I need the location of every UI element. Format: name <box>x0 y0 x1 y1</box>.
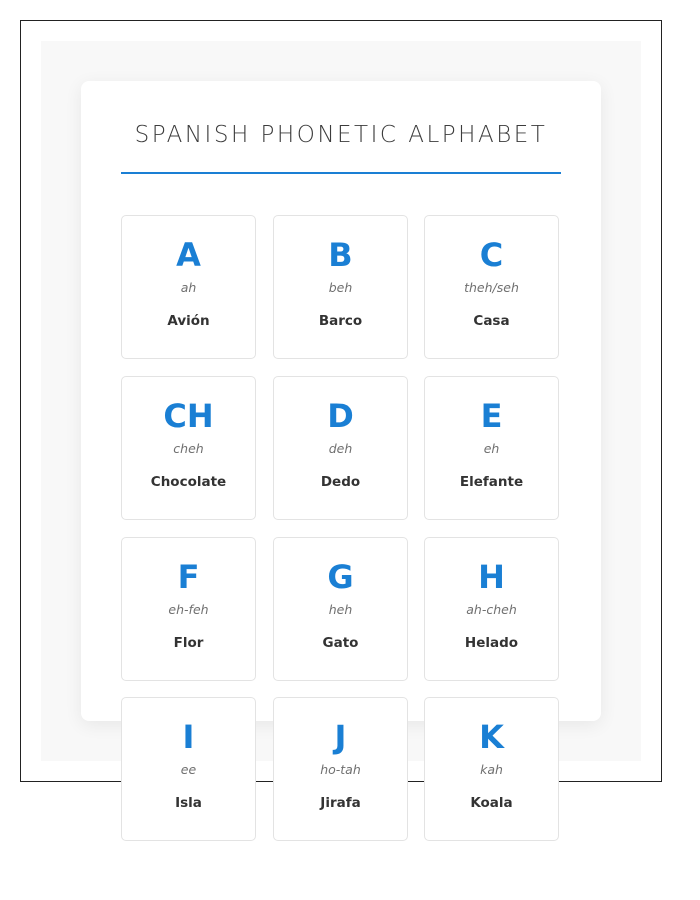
letter-pronunciation: theh/seh <box>464 280 519 295</box>
letter-pronunciation: eh-feh <box>168 602 209 617</box>
letter-tile-e[interactable] <box>424 376 559 520</box>
letter-pronunciation: eh <box>483 441 500 456</box>
letter-pronunciation: cheh <box>173 441 204 456</box>
letter-pronunciation: heh <box>328 602 353 617</box>
letter-pronunciation: ah <box>180 280 197 295</box>
letter-glyph: A <box>176 236 201 274</box>
letter-tile-h[interactable] <box>424 537 559 681</box>
letter-tile-j[interactable] <box>273 697 408 841</box>
letter-tile-c[interactable] <box>424 215 559 359</box>
example-word: Koala <box>470 795 513 811</box>
letter-pronunciation: ah-cheh <box>466 602 517 617</box>
example-word: Elefante <box>459 474 524 490</box>
letter-glyph: CH <box>163 397 214 435</box>
letter-glyph: H <box>478 558 505 596</box>
letter-glyph: B <box>328 236 353 274</box>
letter-glyph: E <box>480 397 503 435</box>
example-word: Avión <box>167 313 210 329</box>
letter-pronunciation: ee <box>180 762 197 777</box>
letter-glyph: K <box>479 718 504 756</box>
example-word: Barco <box>318 313 363 329</box>
example-word: Jirafa <box>320 795 361 811</box>
letter-glyph: C <box>479 236 504 274</box>
letter-glyph: I <box>182 718 195 756</box>
letter-tile-g[interactable] <box>273 537 408 681</box>
letter-tile-ch[interactable] <box>121 376 256 520</box>
example-word: Casa <box>473 313 510 329</box>
page-title: SPANISH PHONETIC ALPHABET <box>134 122 548 148</box>
letter-tile-a[interactable] <box>121 215 256 359</box>
letter-tile-i[interactable] <box>121 697 256 841</box>
example-word: Gato <box>322 635 359 651</box>
letter-pronunciation: beh <box>328 280 353 295</box>
letter-tile-k[interactable] <box>424 697 559 841</box>
example-word: Flor <box>173 635 204 651</box>
example-word: Helado <box>464 635 519 651</box>
letter-glyph: J <box>334 718 347 756</box>
example-word: Chocolate <box>150 474 227 490</box>
letter-tile-d[interactable] <box>273 376 408 520</box>
letter-tile-f[interactable] <box>121 537 256 681</box>
example-word: Dedo <box>320 474 361 490</box>
letter-pronunciation: kah <box>480 762 503 777</box>
letter-pronunciation: ho-tah <box>320 762 361 777</box>
example-word: Isla <box>175 795 202 811</box>
letter-pronunciation: deh <box>328 441 353 456</box>
letter-glyph: D <box>327 397 354 435</box>
letter-tile-b[interactable] <box>273 215 408 359</box>
letter-glyph: G <box>327 558 354 596</box>
letter-glyph: F <box>177 558 200 596</box>
